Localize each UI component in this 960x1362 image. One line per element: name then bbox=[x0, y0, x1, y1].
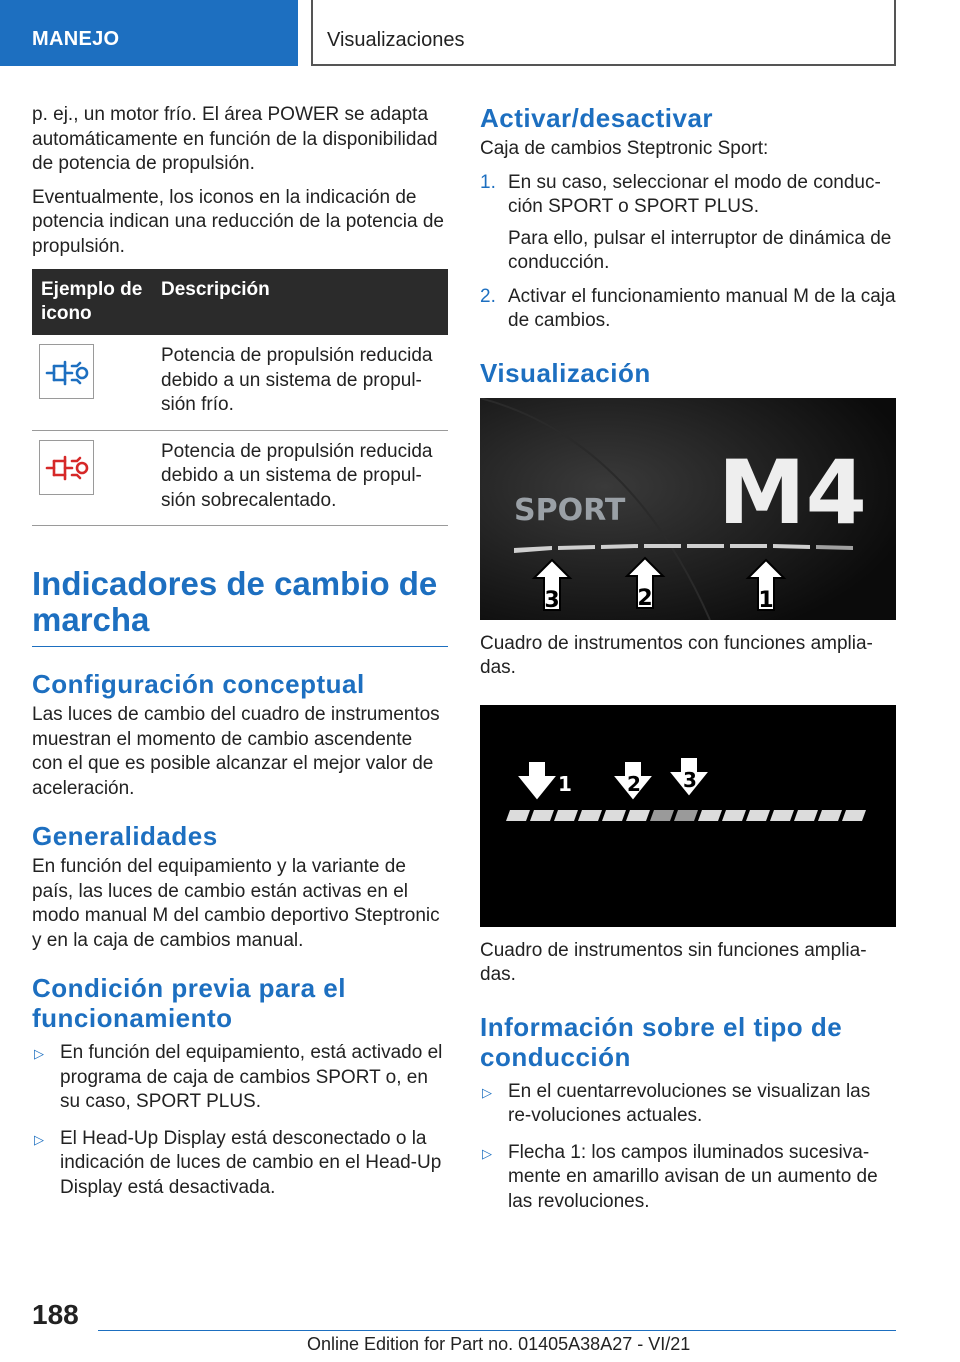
description-cell: Potencia de propulsión reducida debido a un sistema de propul-sión frío. bbox=[152, 335, 448, 430]
activar-intro: Caja de cambios Steptronic Sport: bbox=[480, 138, 769, 159]
drivetrain-cold-icon bbox=[39, 344, 94, 399]
cluster-extended-image bbox=[480, 398, 896, 620]
step-text: En su caso, seleccionar el modo de conduc-ción SPORT o SPORT PLUS. bbox=[508, 171, 881, 217]
triangle-bullet-icon: ▷ bbox=[482, 1084, 492, 1100]
arrow-2-label: 2 bbox=[627, 771, 641, 796]
main-heading: Indicadores de cambio de marcha bbox=[32, 566, 448, 647]
icon-table bbox=[32, 269, 448, 526]
list-item-text: En el cuentarrevoluciones se visualizan las re-voluciones actuales. bbox=[508, 1080, 871, 1126]
arrow-1-label: 1 bbox=[758, 587, 774, 613]
condicion-list bbox=[32, 1041, 448, 1200]
list-item-text: En función del equipamiento, está activado el programa de caja de cambios SPORT o, en su caso, SPORT PLUS. bbox=[60, 1042, 443, 1112]
heading-condicion: Condición previa para el funcionamiento bbox=[32, 973, 346, 1033]
arrow-3-label: 3 bbox=[683, 767, 697, 792]
heading-activar: Activar/desactivar bbox=[480, 103, 714, 133]
section-label: MANEJO bbox=[32, 28, 120, 50]
arrow-3-label: 3 bbox=[544, 587, 560, 613]
table-row bbox=[32, 335, 448, 430]
figure-1-caption: Cuadro de instrumentos con funciones amplia-das. bbox=[480, 632, 873, 678]
rev-scale-segments bbox=[506, 810, 866, 821]
list-item-text: Flecha 1: los campos iluminados sucesiva-mente en amarillo avisan de un aumento de las revoluciones. bbox=[508, 1141, 878, 1212]
activar-steps bbox=[480, 171, 896, 334]
heading-generalidades: Generalidades bbox=[32, 821, 218, 851]
list-item bbox=[480, 285, 896, 334]
generalidades-text: En función del equipamiento y la variante de país, las luces de cambio están activas en el modo manual M del cambio deportivo Steptronic y en la caja de cambios manual. bbox=[32, 856, 440, 951]
icon-table-header bbox=[32, 269, 448, 335]
gear-label: M4 bbox=[718, 440, 867, 544]
mode-label: SPORT bbox=[514, 492, 626, 528]
step-subtext: Para ello, pulsar el interruptor de dinámica de conducción. bbox=[508, 227, 892, 273]
intro-paragraph-1: p. ej., un motor frío. El área POWER se adapta automáticamente en función de la disponibilidad de potencia de propulsión. bbox=[32, 104, 438, 174]
table-row bbox=[32, 430, 448, 526]
triangle-bullet-icon: ▷ bbox=[34, 1046, 44, 1061]
page-number: 188 bbox=[32, 1299, 79, 1330]
heading-visualizacion: Visualización bbox=[480, 357, 651, 388]
arrow-1-label: 1 bbox=[558, 771, 572, 796]
cluster-figure-basic bbox=[480, 705, 896, 927]
icon-cell bbox=[32, 335, 152, 430]
step-text: Activar el funcionamiento manual M de la caja de cambios. bbox=[508, 285, 896, 331]
edition-footer: Online Edition for Part no. 01405A38A27 - VI/21 bbox=[307, 1334, 691, 1354]
drivetrain-cold-glyph bbox=[44, 357, 90, 387]
step-number: 1. bbox=[480, 171, 496, 193]
cluster-basic-image bbox=[480, 705, 896, 927]
list-item bbox=[480, 1141, 896, 1215]
arrow-2-label: 2 bbox=[637, 585, 653, 611]
drivetrain-overheat-icon bbox=[39, 440, 94, 495]
cluster-figure-extended bbox=[480, 398, 896, 620]
triangle-bullet-icon: ▷ bbox=[482, 1145, 492, 1161]
list-item bbox=[32, 1127, 448, 1201]
icon-table-col-description: Descripción bbox=[152, 269, 448, 335]
description-cell: Potencia de propulsión reducida debido a un sistema de propul-sión sobrecalentado. bbox=[152, 430, 448, 526]
list-item bbox=[480, 171, 896, 276]
triangle-bullet-icon: ▷ bbox=[34, 1131, 44, 1147]
chapter-title: Visualizaciones bbox=[327, 29, 465, 51]
list-item-text: El Head-Up Display está desconectado o la indicación de luces de cambio en el Head-Up Display está desactivada. bbox=[60, 1127, 442, 1198]
icon-table-col-example: Ejemplo de icono bbox=[32, 269, 152, 335]
left-column bbox=[32, 103, 448, 1212]
footer-divider bbox=[98, 1330, 896, 1331]
informacion-list bbox=[480, 1080, 896, 1215]
chapter-tab bbox=[311, 0, 896, 66]
heading-configuracion: Configuración conceptual bbox=[32, 669, 365, 699]
list-item bbox=[32, 1041, 448, 1115]
list-item bbox=[480, 1080, 896, 1129]
step-number: 2. bbox=[480, 285, 496, 307]
heading-informacion: Información sobre el tipo de conducción bbox=[480, 1011, 843, 1072]
drivetrain-overheat-glyph bbox=[44, 452, 90, 482]
figure-2-caption: Cuadro de instrumentos sin funciones amplia-das. bbox=[480, 939, 867, 985]
section-tab bbox=[0, 0, 298, 66]
right-column bbox=[480, 103, 896, 1226]
configuracion-text: Las luces de cambio del cuadro de instrumentos muestran el momento de cambio ascendente con el que es posible alcanzar el mejor valor de aceleración. bbox=[32, 704, 440, 799]
intro-paragraph-2: Eventualmente, los iconos en la indicación de potencia indican una reducción de la potencia de propulsión. bbox=[32, 186, 444, 257]
icon-cell bbox=[32, 430, 152, 526]
